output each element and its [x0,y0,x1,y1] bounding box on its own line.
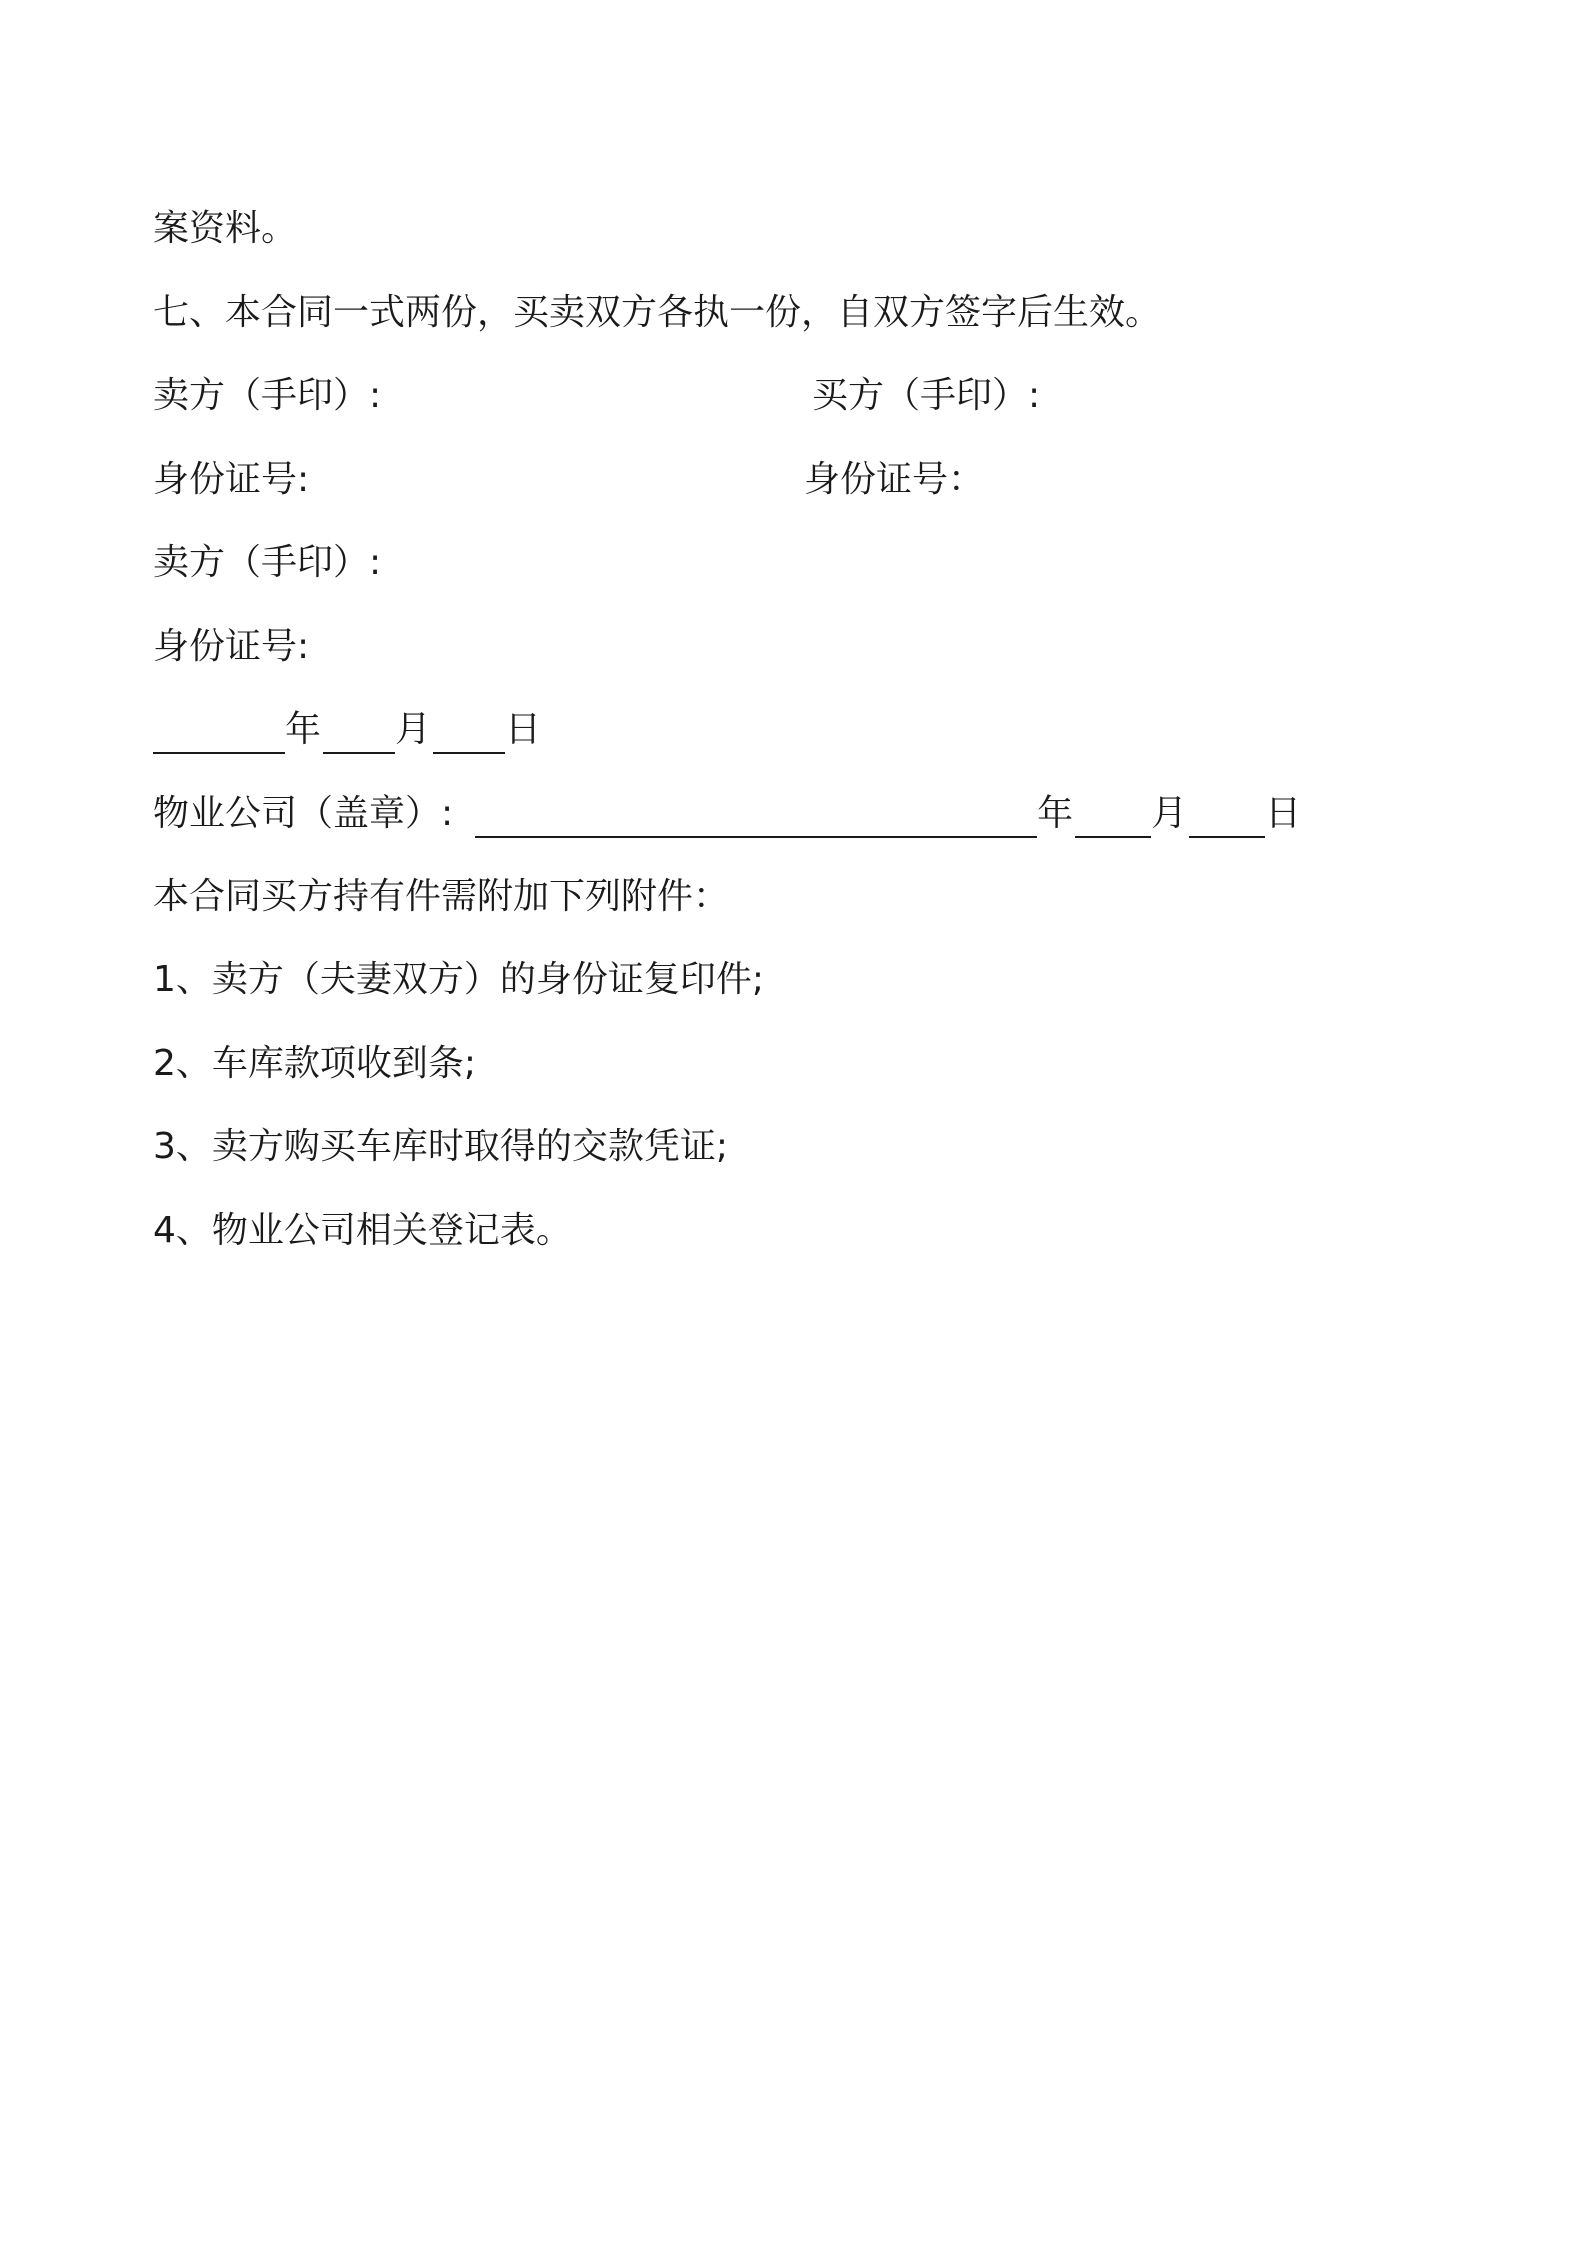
company-year-label: 年 [1037,793,1074,834]
attachment-item-4: 4、物业公司相关登记表。 [153,1210,572,1251]
month-blank [323,712,395,754]
company-day-label: 日 [1265,793,1302,834]
text-line-case-materials: 案资料。 [153,208,298,249]
property-company-row [153,790,1301,838]
day-blank [433,712,505,754]
seller-id-label-2: 身份证号: [153,626,310,667]
seller-id-label-1: 身份证号: [153,459,310,500]
attachment-item-2: 2、车库款项收到条; [153,1043,477,1084]
property-company-label: 物业公司（盖章）: [153,793,454,834]
seller-signature-label-2: 卖方（手印）: [153,542,382,583]
company-month-label: 月 [1151,793,1188,834]
company-month-blank [1075,796,1151,838]
seller-signature-label-1: 卖方（手印）: [153,375,382,416]
clause-seven: 七、本合同一式两份，买卖双方各执一份，自双方签字后生效。 [153,292,1162,333]
company-seal-blank [475,796,1037,838]
attachment-item-1: 1、卖方（夫妻双方）的身份证复印件; [153,959,765,1000]
signing-date-row [153,706,541,754]
attachments-intro: 本合同买方持有件需附加下列附件： [153,876,730,917]
attachment-item-3: 3、卖方购买车库时取得的交款凭证; [153,1126,729,1167]
day-label: 日 [505,709,542,750]
company-day-blank [1189,796,1265,838]
buyer-id-label: 身份证号： [804,459,985,500]
year-label: 年 [285,709,322,750]
month-label: 月 [395,709,432,750]
buyer-signature-label: 买方（手印）: [812,375,1041,416]
year-blank [153,712,285,754]
